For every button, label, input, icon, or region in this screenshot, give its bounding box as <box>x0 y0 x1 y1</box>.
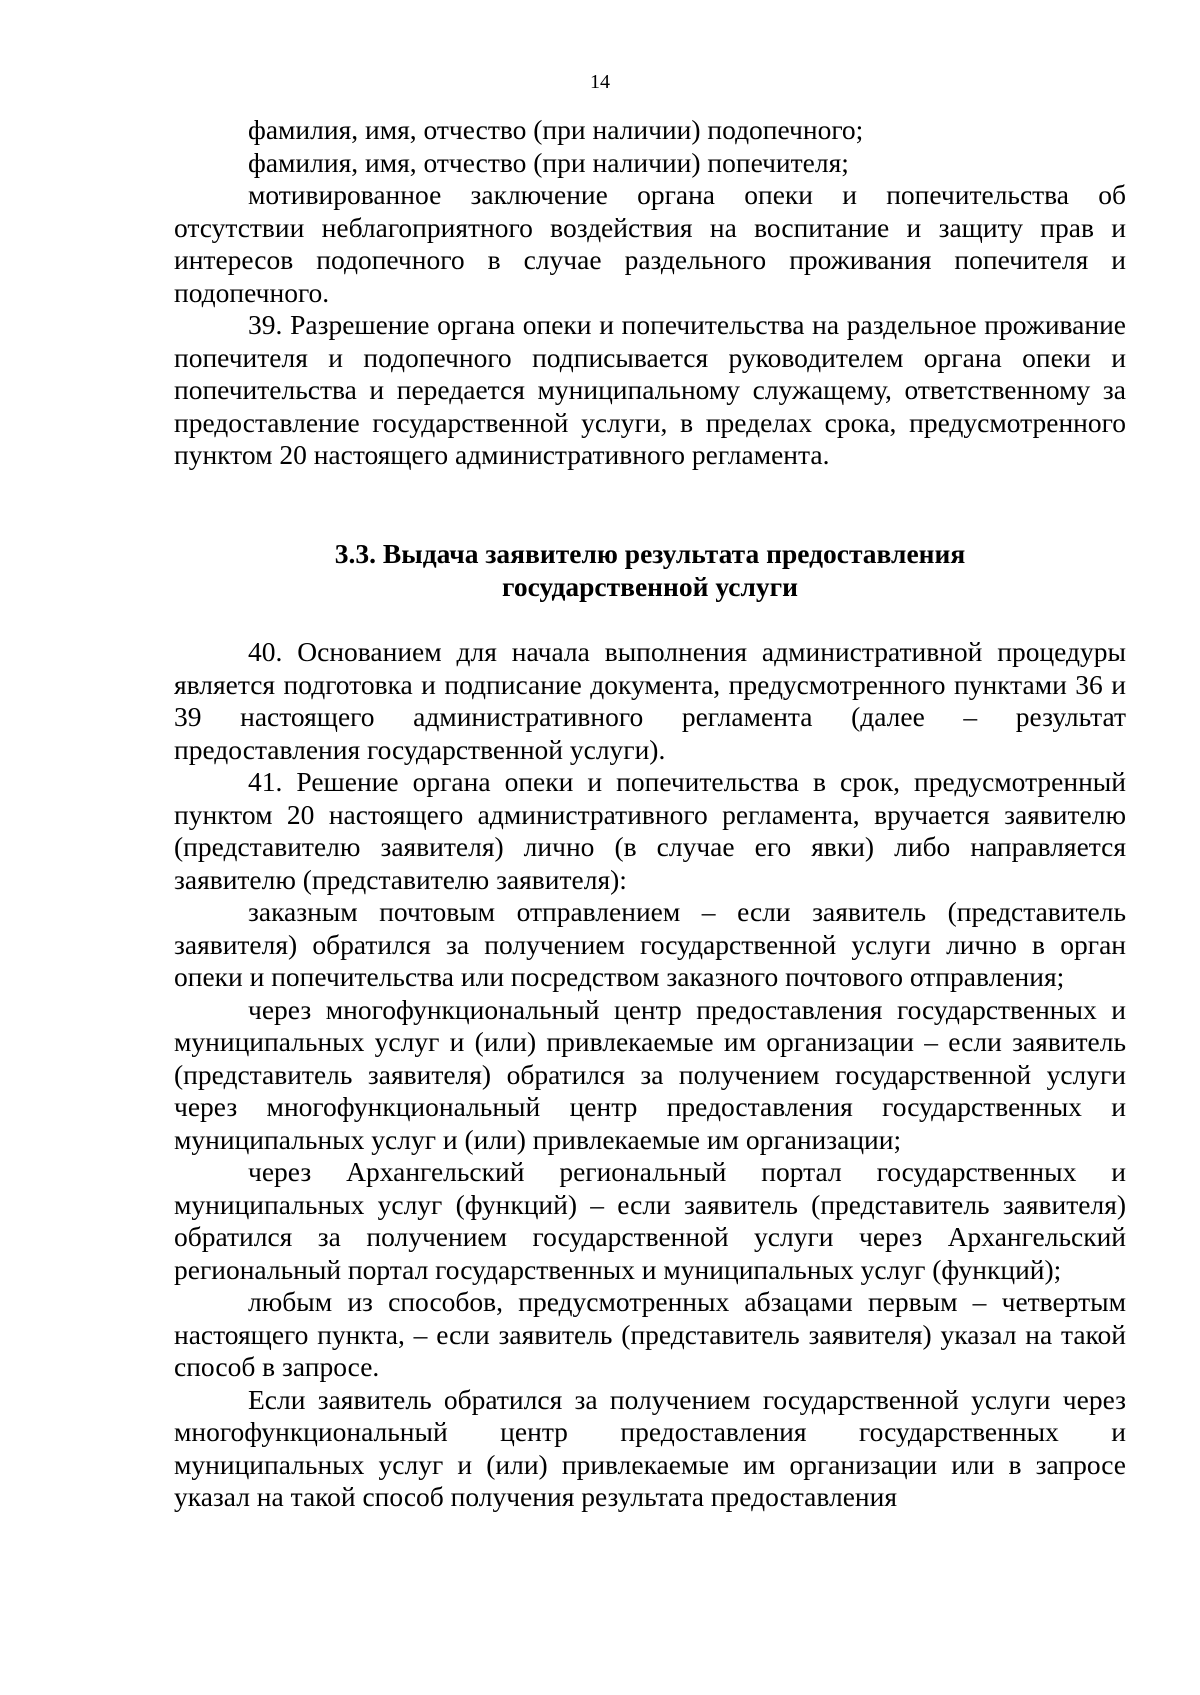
top-text-block <box>174 114 1126 472</box>
paragraph: через многофункциональный центр предоставления государственных и муниципальных услуг и (или) привлекаемые им организации – если заявитель (представитель заявителя) обратился за получением государственной услуги через многофункциональный центр предоставления государственных и муниципальных услуг и (или) привлекаемые им организации; <box>174 993 1126 1155</box>
paragraph: Если заявитель обратился за получением государственной услуги через многофункциональный центр предоставления государственных и муниципальных услуг и (или) привлекаемые им организации или в запросе указал на такой способ получения результата предоставления <box>174 1383 1126 1512</box>
paragraph: мотивированное заключение органа опеки и попечительства об отсутствии неблагоприятного воздействия на воспитание и защиту прав и интересов подопечного в случае раздельного проживания попечителя и подопечного. <box>174 179 1126 308</box>
paragraph: фамилия, имя, отчество (при наличии) подопечного; <box>248 114 864 145</box>
page-number: 14 <box>590 71 610 93</box>
paragraph: любым из способов, предусмотренных абзацами первым – четвертым настоящего пункта, – если заявитель (представитель заявителя) указал на такой способ в запросе. <box>174 1286 1126 1382</box>
bottom-text-block <box>174 636 1126 1514</box>
paragraph: 40. Основанием для начала выполнения административной процедуры является подготовка и подписание документа, предусмотренного пунктами 36 и 39 настоящего административного регламента (далее – результат предоставления государственной услуги). <box>174 636 1126 765</box>
paragraph: фамилия, имя, отчество (при наличии) попечителя; <box>248 146 849 178</box>
paragraph: через Архангельский региональный портал государственных и муниципальных услуг (функций) – если заявитель (представитель заявителя) обратился за получением государственной услуги через Архангельский региональный портал государственных и муниципальных услуг (функций); <box>174 1156 1126 1285</box>
paragraph: 41. Решение органа опеки и попечительства в срок, предусмотренный пунктом 20 настоящего административного регламента, вручается заявителю (представителю заявителя) лично (в случае его явки) либо направляется заявителю (представителю заявителя): <box>174 766 1126 895</box>
paragraph: 39. Разрешение органа опеки и попечительства на раздельное проживание попечителя и подопечного подписывается руководителем органа опеки и попечительства и передается муниципальному служащему, ответственному за предоставление государственной услуги, в пределах срока, предусмотренного пунктом 20 настоящего административного регламента. <box>174 309 1126 470</box>
section-heading <box>174 537 1126 603</box>
section-heading-line: государственной услуги <box>502 571 798 602</box>
section-heading-line: 3.3. Выдача заявителю результата предоставления <box>334 538 966 569</box>
paragraph: заказным почтовым отправлением – если заявитель (представитель заявителя) обратился за получением государственной услуги лично в орган опеки и попечительства или посредством заказного почтового отправления; <box>174 896 1126 992</box>
